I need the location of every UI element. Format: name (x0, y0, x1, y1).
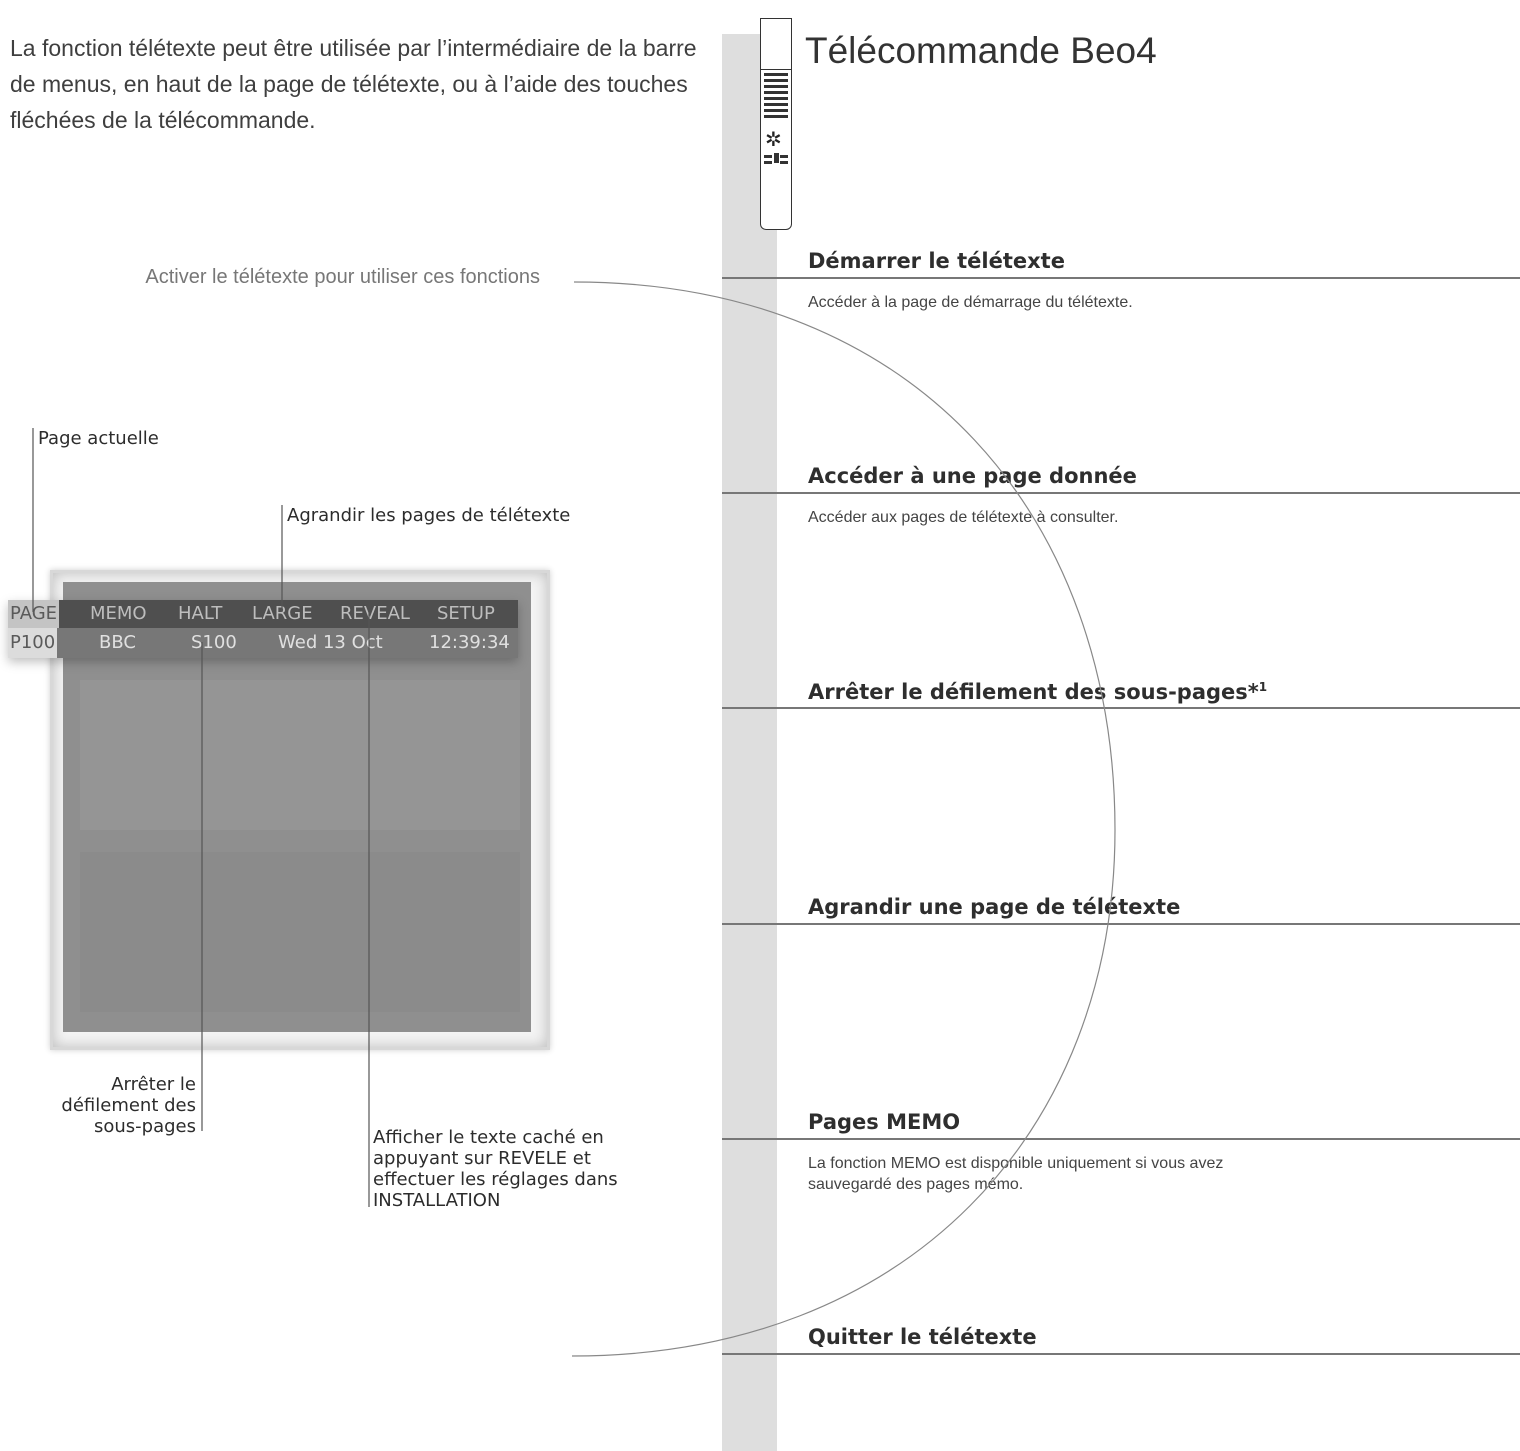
subpage-number: S100 (191, 632, 237, 653)
current-page-number: P100 (8, 628, 57, 658)
menu-halt[interactable]: HALT (178, 603, 223, 624)
activation-arc (572, 282, 1115, 1356)
section-start-teletext-desc: Accéder à la page de démarrage du télétexte. (808, 294, 1133, 311)
time-display: 12:39:34 (429, 632, 510, 653)
section-memo-desc-line1: La fonction MEMO est disponible uniquement si vous avez (808, 1155, 1224, 1172)
callout-reveal-line1: Afficher le texte caché en (373, 1127, 604, 1148)
activate-teletext-label: Activer le télétexte pour utiliser ces fonctions (145, 266, 540, 288)
page-title: Télécommande Beo4 (805, 30, 1157, 71)
callout-reveal-line2: appuyant sur REVELE et (373, 1148, 591, 1169)
intro-paragraph: La fonction télétexte peut être utilisée par l’intermédiaire de la barre de menus, en haut de la page de télétexte, ou à l’aide des touches fléchées de la télécommande. (10, 35, 697, 133)
callout-halt-line2: défilement des (61, 1095, 196, 1116)
menu-memo[interactable]: MEMO (90, 603, 147, 624)
callout-reveal-line3: effectuer les réglages dans (373, 1169, 618, 1190)
callout-halt-line3: sous-pages (93, 1116, 196, 1137)
callout-halt-line1: Arrêter le (111, 1074, 196, 1095)
section-exit-title: Quitter le télétexte (808, 1325, 1037, 1349)
callout-enlarge: Agrandir les pages de télétexte (287, 505, 571, 526)
menu-reveal[interactable]: REVEAL (340, 603, 410, 624)
section-start-teletext-title: Démarrer le télétexte (808, 249, 1065, 273)
section-memo-desc-line2: sauvegardé des pages mémo. (808, 1176, 1024, 1193)
callout-reveal-line4: INSTALLATION (373, 1190, 501, 1211)
menu-large[interactable]: LARGE (252, 603, 313, 624)
footnote-marker: 1 (1258, 680, 1268, 694)
menu-page[interactable]: PAGE (8, 600, 59, 628)
section-goto-page-title: Accéder à une page donnée (808, 464, 1137, 488)
callout-current-page: Page actuelle (38, 428, 159, 449)
channel-name: BBC (99, 632, 136, 653)
menu-setup[interactable]: SETUP (437, 603, 495, 624)
date-display: Wed 13 Oct (278, 632, 383, 653)
section-goto-page-desc: Accéder aux pages de télétexte à consulter. (808, 509, 1119, 526)
section-halt-subpages-text: Arrêter le défilement des sous-pages* (808, 680, 1259, 704)
section-memo-title: Pages MEMO (808, 1110, 961, 1134)
section-enlarge-title: Agrandir une page de télétexte (808, 895, 1181, 919)
navigation-cross-icon: ✲ (765, 127, 782, 151)
